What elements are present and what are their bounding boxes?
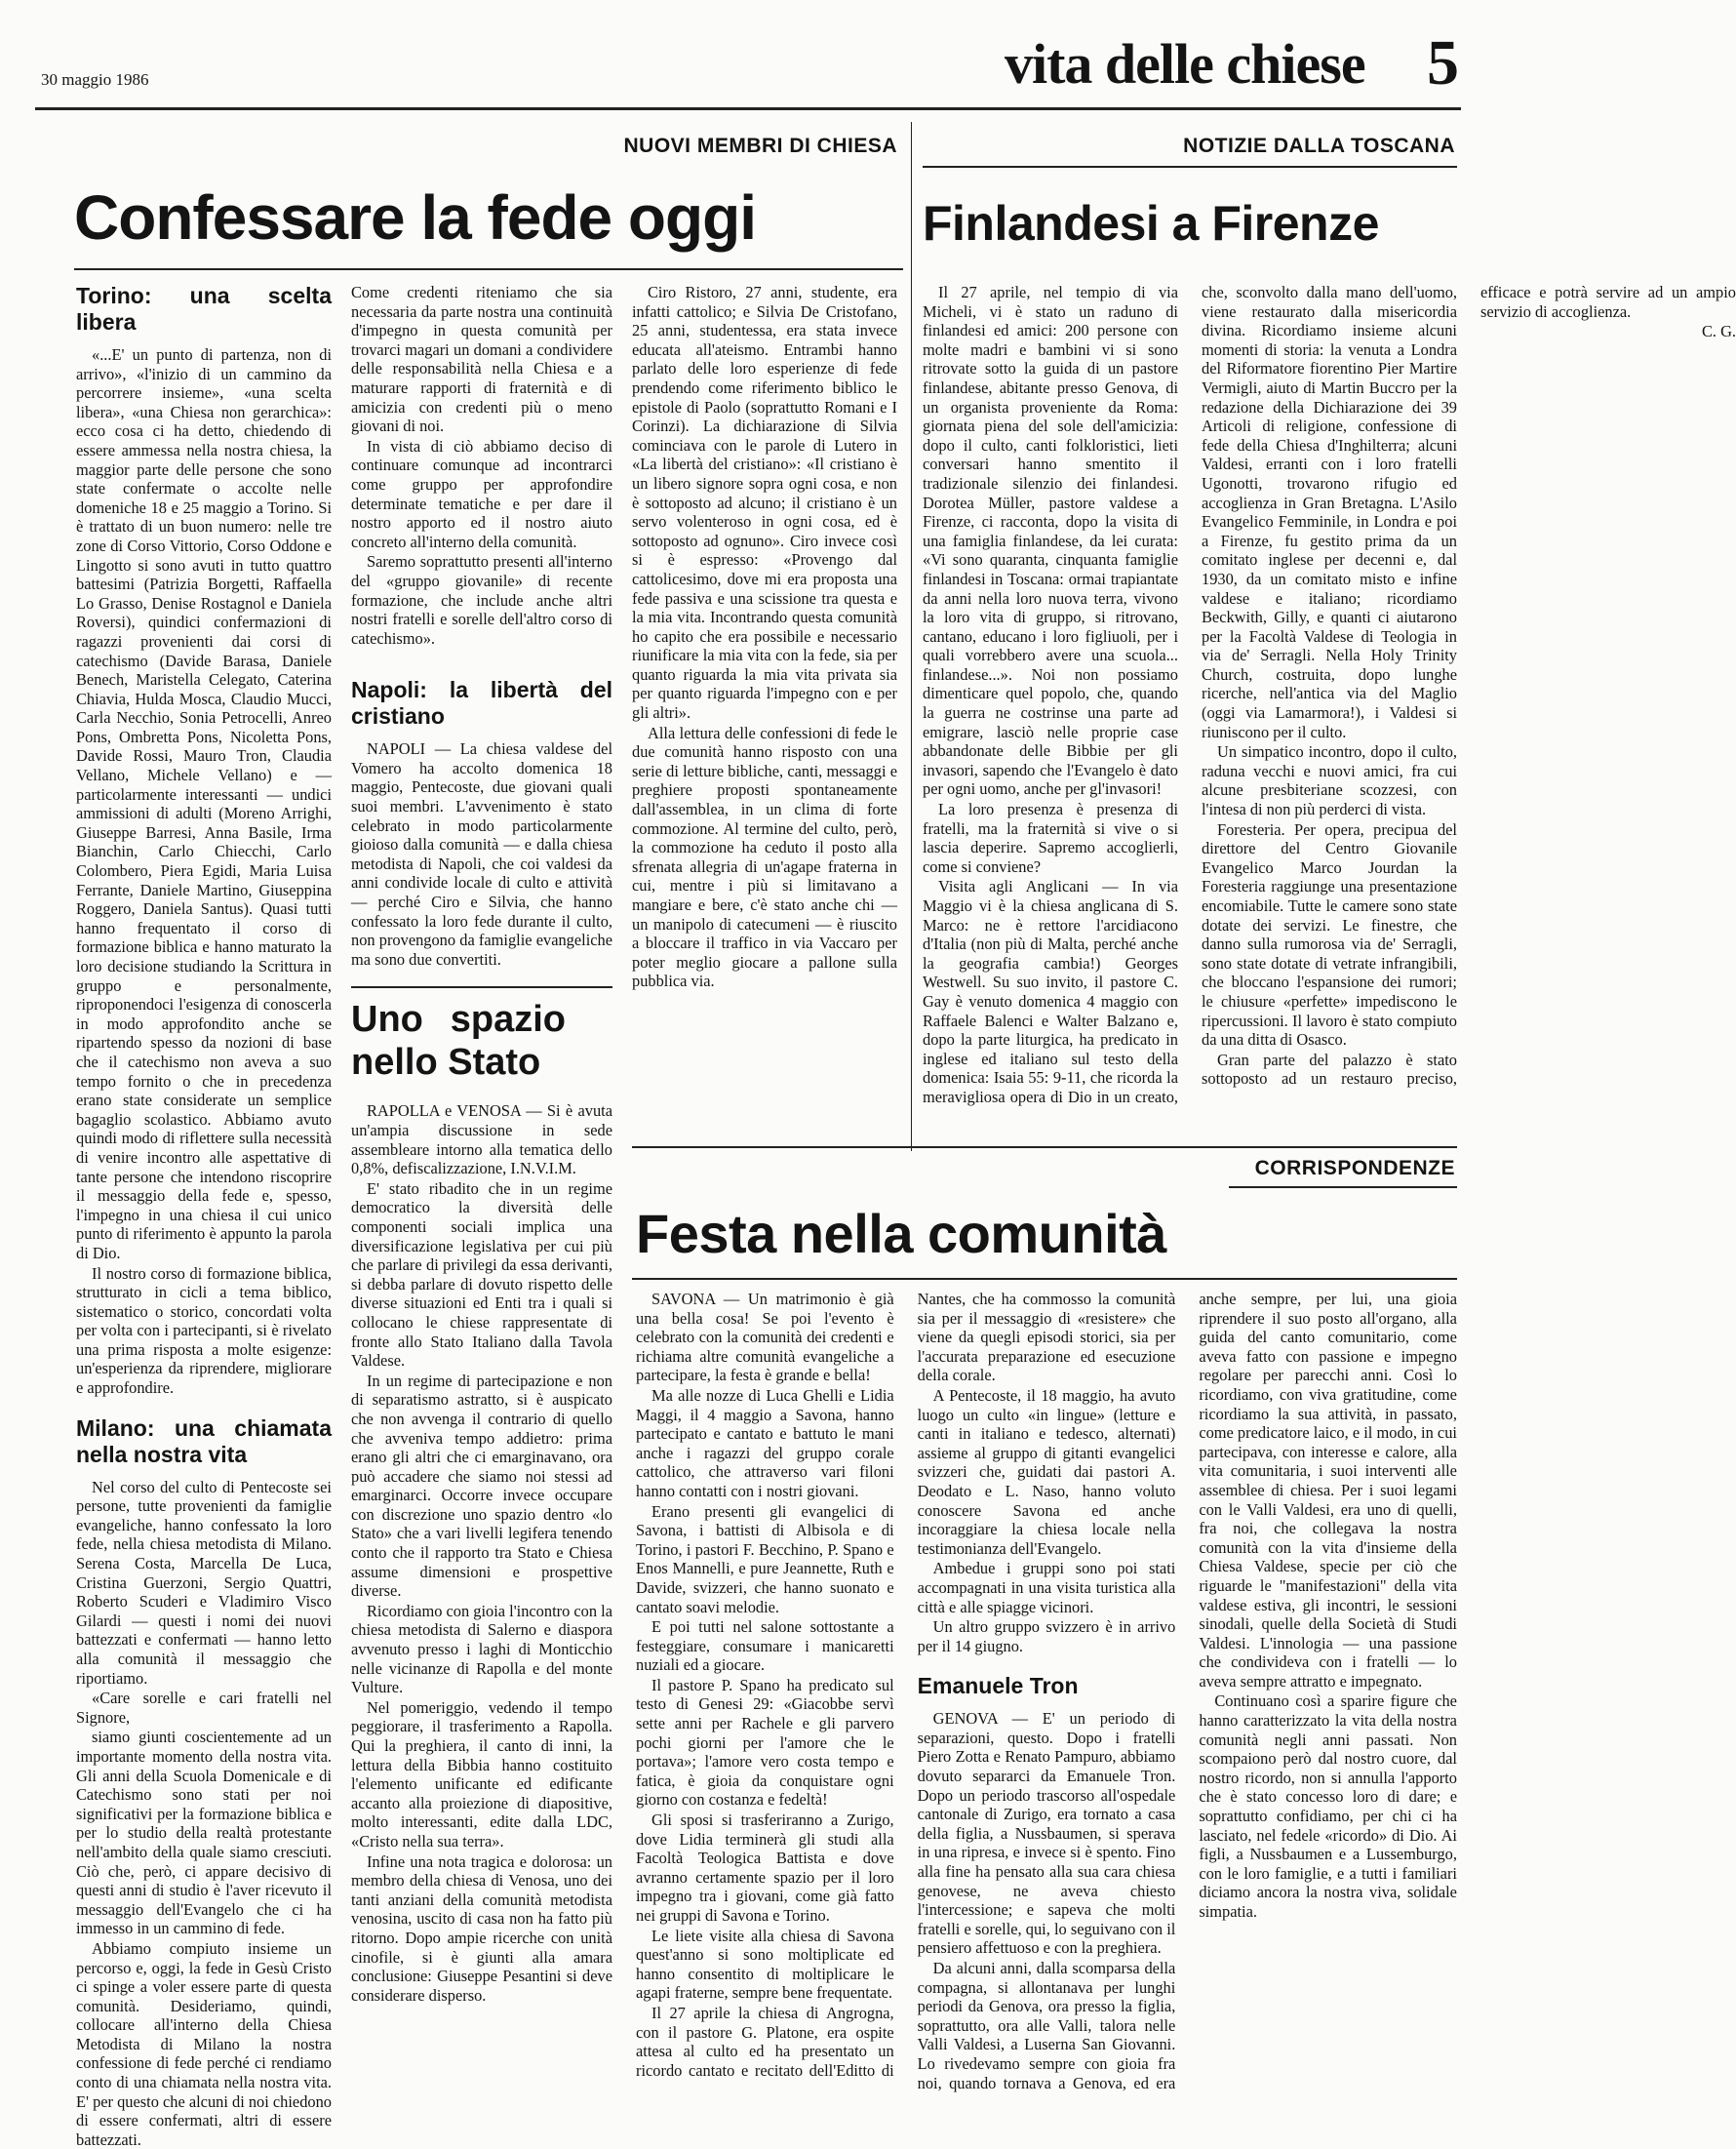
stato-rule <box>351 986 612 988</box>
tron-subhead: Emanuele Tron <box>917 1673 1079 1699</box>
stato-paragraph: RAPOLLA e VENOSA — Si è avuta un'ampia discussione in sede assembleare intorno alla tematica dello 0,8%, defiscalizzazione, I.N.V.I.M. <box>351 1101 612 1178</box>
milano-paragraph: Saremo soprattutto presenti all'interno del «gruppo giovanile» di recente formazione, che include anche altri nostri fratelli e sorelle dell'altro corso di catechismo». <box>351 552 612 648</box>
header-rule <box>35 107 1461 110</box>
festa-headline: Festa nella comunità <box>636 1203 1166 1264</box>
festa-paragraph: A Pentecoste, il 18 maggio, ha avuto luogo un culto «in lingue» (letture e canti in italiano e tedesco, alternati) assieme al gruppo di gitanti evangelici svizzeri che, guidati dai pastori A. Deodato e L. Naso, hanno voluto conoscere Savona ed anche incoraggiare la chiesa locale nella testimonianza dell'Evangelo. <box>917 1385 1176 1558</box>
milano-paragraph: Nel corso del culto di Pentecoste sei persone, tutte provenienti da famiglie evangeliche, hanno confessato la loro fede, nella chiesa metodista di Milano. Serena Costa, Marcella De Luca, Cristina Guerzoni, Sergio Quattri, Roberto Scuderi e Vladimiro Visco Gilardi — questi i nomi dei nuovi battezzati e confermati — hanno letto alla comunità il messaggio che riportiamo. <box>76 1477 332 1688</box>
stato-paragraph: Infine una nota tragica e dolorosa: un membro della chiesa di Venosa, uno dei tanti anziani della comunità metodista venosina, uscito di casa non ha fatto più ritorno. Dopo ampie ricerche con unità cinofile, si è giunti alla amara conclusione: Giuseppe Pesantini si deve considerare disperso. <box>351 1851 612 2005</box>
tron-paragraph: GENOVA — E' un periodo di separazioni, questo. Dopo i fratelli Piero Zotta e Renato Pampuro, abbiamo dovuto separarci da Emanuele Tron. Dopo un periodo trascorso all'ospedale cantonale di Zurigo, era tornato a casa della figlia, a Nussbaumen, si sperava in una ripresa, e invece si è spento. Fino alla fine ha pensato alla sua cara chiesa genovese, ne aveva chiesto l'intercessione; e sapeva che molti fratelli e sorelle, qui, lo seguivano con il pensiero affettuoso e con la preghiera. <box>917 1709 1176 1958</box>
right-kicker-rule <box>923 166 1457 168</box>
festa-top-rule <box>632 1146 1457 1148</box>
festa-paragraph: Il 27 aprile la chiesa di Angrogna, con il pastore G. Platone, era ospite attesa al culto ed ha presentato un ricordo cantato e recitato dell'Editto di Nantes, che ha commosso la comunità sia per il messaggio di «resistere» che viene da quegli episodi storici, sia per l'accurata preparazione ed esecuzione della corale. <box>636 1290 1176 2080</box>
column-divider <box>911 122 912 1151</box>
right-paragraph: Visita agli Anglicani — In via Maggio vi è la chiesa anglicana di S. Marco: ne è rettore l'arcidiacono d'Italia (non più di Malta, perché anche la geografia cambia!) Georges Westwell. Su suo invito, il pastore C. Gay è venuto domenica 4 maggio con Raffaele Balenci e Walter Balzano e, dopo la parte liturgica, ha predicato in inglese ed italiano sul testo della domenica: Isaia 55: 9-11, che ricorda la meravigliosa opera di Dio in un creato, che, sconvolto dalla mano dell'uomo, viene restaurato dalla misericordia divina. Ricordiamo insieme alcuni momenti di storia: la venuta a Londra del Riformatore fiorentino Pier Martire Vermigli, aiuto di Martin Buccro per la redazione della Dichiarazione dei 39 Articoli di religione, confessione di fede della Chiesa d'Inghilterra; alcuni Valdesi, erranti con i loro fratelli Ugonotti, trovarono rifugio ed accoglienza in Gran Bretagna. L'Asilo Evangelico Femminile, in Londra e poi a Firenze, fu gestito prima da un comitato inglese per decenni e, dal 1930, da un comitato misto e infine valdese e italiano; ricordiamo Beckwith, Gilly, e quanti ci aiutarono per la Facoltà Valdese di Teologia in via de' Serragli. Nella Holy Trinity Church, costruita, dopo lunghe ricerche, nell'antica via del Maglio (oggi via Lamarmora!), i Valdesi si riuniscono per il culto. <box>923 283 1457 1106</box>
right-paragraph: Il 27 aprile, nel tempio di via Micheli, vi è stato un raduno di finlandesi ed amici: 200 persone con molte madri e bambini vi si sono ritrovate sotto la guida di un pastore finlandese, abitante presso Genova, di un organista proveniente da Roma: giornata piena del sole dell'amicizia: dopo il culto, canti folkloristici, lieti conversari hanno smentito il tradizionale silenzio dei finlandesi. Dorotea Müller, pastore valdese a Firenze, ci racconta, dopo la visita di una famiglia finlandese, da lei curata: «Vi sono quaranta, cinquanta famiglie finlandesi in Toscana: ormai trapiantate da anni nella loro nuova terra, vivono la loro vita di gruppo, si ritrovano, cantano, educano i loro figliuoli, per i quali vorrebbero avere una scuola... finlandese...». Noi non possiamo dimenticare quel popolo, che, quando la guerra ne costrinse una parte ad emigrare, lasciò nelle proprie case abbandonate delle Bibbie per gli invasori, sapendo che l'Evangelo è dato per ogni uomo, anche per gl'invasori! <box>923 283 1178 799</box>
napoli-subhead: Napoli: la libertà del cristiano <box>351 677 612 730</box>
stato-paragraph: Ricordiamo con gioia l'incontro con la chiesa metodista di Salerno e diaspora avvenuto presso i laghi di Monticchio nelle vicinanze di Rapolla e del monte Vulture. <box>351 1601 612 1697</box>
festa-paragraph: Il pastore P. Spano ha predicato sul testo di Genesi 29: «Giacobbe servì sette anni per Rachele e gli parvero pochi giorni per l'amore che le portava»; l'amore vero costa tempo e fatica, è gioia da conquistare ogni giorno con costanza e fedeltà! <box>636 1675 894 1810</box>
milano-paragraph: siamo giunti coscientemente ad un importante momento della nostra vita. Gli anni della Scuola Domenicale e di Catechismo sono stati per noi significativi per la formazione biblica e per lo studio della realtà protestante nell'ambito della quale siamo cresciuti. Ciò che, però, ci appare decisivo di questi anni di studio è l'aver ricevuto il messaggio dell'Evangelo che ci ha immesso in un cammino di fede. <box>76 1728 332 1938</box>
milano-paragraph: «Care sorelle e cari fratelli nel Signore, <box>76 1689 332 1727</box>
right-kicker: NOTIZIE DALLA TOSCANA <box>1183 135 1455 157</box>
tron-paragraph: Continuano così a sparire figure che hanno caratterizzato la vita della nostra comunità negli anni passati. Non scompaiono però dal nostro cuore, dal nostro ricordo, non si annulla l'apporto che è stato concesso loro di dare; e soprattutto confidiamo, per chi ci ha lasciato, nel fedele «ricordo» di Dio. Ai figli, a Nussbaumen e a Lussemburgo, con le loro famiglie, e a tutti i familiari diciamo ancora la nostra viva, solidale simpatia. <box>1199 1691 1457 1921</box>
festa-paragraph: Gli sposi si trasferiranno a Zurigo, dove Lidia terminerà gli studi alla Facoltà Teologica Battista e dove avranno certamente spazio per il loro impegno tra i giovani, come già fatto nei gruppi di Savona e Torino. <box>636 1811 894 1925</box>
stato-paragraph: Nel pomeriggio, vedendo il tempo peggiorare, il trasferimento a Rapolla. Qui la preghiera, il canto di inni, la lettura della Bibbia hanno costituito l'elemento unificante ed edificante accanto alla proiezione di diapositive, molto interessanti, edite dalla LDC, «Cristo nella sua terra». <box>351 1697 612 1851</box>
festa-paragraph: E poi tutti nel salone sottostante a festeggiare, consumare i manicaretti nuziali ed a giocare. <box>636 1617 894 1675</box>
right-paragraph: La loro presenza è presenza di fratelli, ma la fraternità si vive o si lascia deperire. Sapremo accoglierli, come si conviene? <box>923 800 1178 876</box>
napoli-paragraph: Ciro Ristoro, 27 anni, studente, era infatti cattolico; e Silvia De Cristofano, 25 anni, studentessa, era stata invece educata all'ateismo. Entrambi hanno parlato delle loro esperienze di fede prendendo come riferimento biblico le epistole di Paolo (soprattutto Romani e I Corinzi). La dichiarazione di Silvia cominciava con le parole di Lutero in «La libertà del cristiano»: «Il cristiano è un libero signore sopra ogni cosa, e non è sottoposto ad alcuno; il cristiano è un servo volenteroso in ogni cosa, ed è sottoposto ad ognuno». Ciro invece così si è espresso: «Provengo dal cattolicesimo, dove mi era proposta una fede passiva e una scissione tra questa e la mia vita. Incontrando questa comunità ho capito che era possibile e necessario riunificare la mia vita con la fede, sia per quanto riguarda la mia vita privata sia per quanto riguarda l'impegno con e per gli altri». <box>632 283 897 723</box>
milano-paragraph: In vista di ciò abbiamo deciso di continuare comunque ad incontrarci come gruppo per approfondire determinate tematiche e per dare il nostro apporto ed il nostro aiuto concreto all'interno della comunità. <box>351 436 612 551</box>
right-headline: Finlandesi a Firenze <box>923 196 1379 251</box>
right-paragraph: Un simpatico incontro, dopo il culto, raduna vecchi e nuovi amici, fra cui alcune presbiteriane scozzesi, con l'intesa di non più perderci di vista. <box>1202 742 1457 819</box>
festa-body <box>636 1290 1457 2097</box>
festa-headline-rule <box>632 1278 1457 1280</box>
festa-kicker: CORRISPONDENZE <box>1254 1157 1455 1179</box>
festa-paragraph: Ma alle nozze di Luca Ghelli e Lidia Maggi, il 4 maggio a Savona, hanno partecipato e cantato e battuto le mani anche i ragazzi del gruppo corale cattolico, che attraverso vari filoni hanno contatti con i nostri giovani. <box>636 1385 894 1500</box>
right-paragraph: Gran parte del palazzo è stato sottoposto ad un restauro preciso, efficace e potrà servire ad un ampio servizio di accoglienza. <box>1202 283 1736 1089</box>
left-headline-rule <box>74 268 903 270</box>
stato-headline: Uno spazio nello Stato <box>351 999 566 1084</box>
festa-paragraph: Ambedue i gruppi sono poi stati accompagnati in una visita turistica alla città e alle spiagge vicinori. <box>917 1559 1176 1616</box>
stato-paragraph: E' stato ribadito che in un regime democratico la diversità delle componenti sociali implica una diversificazione legislativa per cui più che parlare di privilegi da essa derivanti, si debba parlare di dovuto rispetto delle diverse situazioni ed Enti tra i quali si collocano le chiese rappresentate di fronte allo Stato Italiano dalla Tavola Valdese. <box>351 1178 612 1371</box>
section-title: vita delle chiese <box>1005 32 1365 96</box>
napoli-paragraph: Alla lettura delle confessioni di fede le due comunità hanno risposto con una serie di letture bibliche, canti, messaggi e preghiere proposti spontaneamente dall'assemblea, in un clima di forte commozione. Al termine del culto, però, la commozione ha ceduto il posto alla sfrenata allegria di un'agape fraterna in cui, mentre i più si limitavano a mangiare e bere, c'è stato anche chi — un manipolo di catecumeni — è riuscito a bloccare il traffico in via Vaccaro per poter meglio giocare a pallone sulla pubblica via. <box>632 723 897 991</box>
torino-paragraph: «...E' un punto di partenza, non di arrivo», «l'inizio di un cammino da percorrere insieme», «una scelta libera», «una Chiesa non gerarchica»: ecco cosa ci ha detto, chiedendo di essere ammessa nella nostra chiesa, la maggior parte delle persone che sono state confermate o accolte nelle domeniche 18 e 25 maggio a Torino. Si è trattato di un buon numero: nelle tre zone di Corso Vittorio, Corso Oddone e Lingotto si sono avuti in tutto quattro battesimi (Patrizia Borgetti, Raffaella Lo Grasso, Denise Rostagnol e Daniela Roversi), quindici confermazioni di ragazzi provenienti dai corsi di catechismo (Davide Barasa, Daniele Benech, Maristella Celegato, Caterina Chiavia, Hulda Mosca, Claudio Mucci, Carla Necchio, Sonia Petrocelli, Anreo Pons, Ombretta Pons, Nicoletta Pons, Davide Rossi, Mauro Tron, Claudia Vellano, Michele Vellano) e — particolarmente interessanti — undici ammissioni di adulti (Moreno Arrighi, Giuseppe Barresi, Anna Basile, Irma Bianchin, Carlo Chiecchi, Carlo Colombero, Piera Egidi, Maria Luisa Ferrante, Daniele Martino, Giuseppina Roggero, Daniela Santus). Quasi tutti hanno frequentato il corso di formazione biblica e hanno maturato la loro decisione studiando la Scrittura in gruppo e personalmente, riproponendoci l'esigenza di conoscerla in modo approfondito anche se ripartendo spesso da nozioni di base che il catechismo non aveva a suo tempo fornito o che in precedenza erano state considerate un semplice bagaglio scolastico. Abbiamo avuto quindi modo di riflettere sulla necessità di venire incontro alle aspettative di tante persone che intendono riscoprire il messaggio della fede e, spesso, l'impegno in una chiesa il cui unico punto di riferimento è appunto la parola di Dio. <box>76 345 332 1262</box>
column-3 <box>632 283 897 1141</box>
torino-subhead: Torino: una scelta libera <box>76 283 332 335</box>
napoli-paragraph: NAPOLI — La chiesa valdese del Vomero ha accolto domenica 18 maggio, Pentecoste, due giovani quali suoi membri. L'avvenimento è stato celebrato in modo particolarmente gioioso dalla comunità — e dalla chiesa metodista di Napoli, che coi valdesi da anni condivide locale di culto e attività — perché Ciro e Silvia, che hanno confessato la loro fede durante il culto, non provengono da famiglie evangeliche ma sono due convertiti. <box>351 739 612 969</box>
column-1 <box>76 281 332 2149</box>
milano-paragraph: Abbiamo compiuto insieme un percorso e, oggi, la fede in Gesù Cristo ci spinge a voler essere parte di questa comunità. Desideriamo, quindi, collocare all'interno della Chiesa Metodista di Milano la nostra confessione di fede perché ci rendiamo conto di una chiamata nella nostra vita. E' per questo che alcuni di noi chiedono di essere confermati, altri di essere battezzati. <box>76 1938 332 2149</box>
festa-kicker-rule <box>1229 1186 1457 1188</box>
column-2 <box>351 283 612 2097</box>
page-date: 30 maggio 1986 <box>41 70 149 89</box>
festa-paragraph: Le liete visite alla chiesa di Savona quest'anno si sono moltiplicate ed hanno consentito di moltiplicare le agapi fraterne, sempre bene frequentate. <box>636 1926 894 2003</box>
festa-paragraph: SAVONA — Un matrimonio è già una bella cosa! Se poi l'evento è celebrato con la comunità dei credenti e richiama altre comunità evangeliche a partecipare, la festa è grande e bella! <box>636 1290 894 1385</box>
right-signature: C. G. <box>1701 322 1736 341</box>
stato-paragraph: In un regime di partecipazione e non di separatismo astratto, si è auspicato che non avvenga il contrario di quello che avveniva tempo addietro: prima erano gli altri che ci emarginavano, ora può accadere che siamo noi stessi ad emarginarci. Occorre invece occupare con discrezione uno spazio dentro «lo Stato» che a vari livelli legifera tenendo conto che il rapporto tra Stato e Chiesa assume dimensioni e prospettive diverse. <box>351 1371 612 1601</box>
festa-paragraph: Un altro gruppo svizzero è in arrivo per il 14 giugno. <box>917 1617 1176 1655</box>
torino-paragraph: Il nostro corso di formazione biblica, strutturato in cicli a tema biblico, sistematico o storico, concordati volta per volta con i partecipanti, si è rivelato una prima risposta a molte esigenze: un'esperienza da riprendere, migliorare e approfondire. <box>76 1263 332 1398</box>
right-article-body <box>923 283 1736 1122</box>
left-headline: Confessare la fede oggi <box>74 182 756 253</box>
right-paragraph: Foresteria. Per opera, precipua del direttore del Centro Giovanile Evangelico Marco Jourdan la Foresteria raggiunge una presentazione encomiabile. Tutte le camere sono state dotate dei servizi. Le finestre, che danno sulla rumorosa via de' Serragli, sono state dotate di vetrate infrangibili, che bloccano l'espansione dei rumori; le chiusure «perfette» impediscono le ripercussioni. Il lavoro è stato compiuto da una ditta di Osasco. <box>1202 819 1457 1050</box>
page-number: 5 <box>1427 27 1459 99</box>
tron-paragraph: Da alcuni anni, dalla scomparsa della compagna, si allontanava per lunghi periodi da Genova, ora presso la figlia, soprattutto, ora alle Valli, talora nelle Valli Valdesi, a Luserna San Giovanni. Lo rivedevamo sempre con gioia fra noi, quando tornava a Genova, ed era anche sempre, per lui, una gioia riprendere il suo posto all'organo, alla guida del canto comunitario, come aveva fatto con passione e impegno regolare per parecchi anni. Così lo ricordiamo, con viva gratitudine, come ricordiamo la sua attività, in passato, come predicatore laico, e il modo, in cui partecipava, con interesse e calore, alla vita comunitaria, i suoi interventi alle assemblee di chiesa. Per i suoi legami con le Valli Valdesi, era uno di quelli, fra noi, che collegava la nostra comunità con la vita d'insieme della Chiesa Valdese, specie per ciò che riguarde le "manifestazioni" della vita valdese estiva, gli incontri, le sessioni sinodali, quelle della Società di Studi Valdesi. L'innologia — una passione che condivideva con i fratelli — lo aveva sempre attratto e impegnato. <box>917 1290 1457 2092</box>
left-kicker: NUOVI MEMBRI DI CHIESA <box>623 135 897 157</box>
milano-subhead: Milano: una chiamata nella nostra vita <box>76 1414 332 1467</box>
festa-paragraph: Erano presenti gli evangelici di Savona, i battisti di Albisola e di Torino, i pastori F. Becchino, P. Spano e Enos Mannelli, e pure Jeannette, Ruth e Davide, svizzeri, che hanno suonato e cantato soavi melodie. <box>636 1501 894 1616</box>
milano-paragraph: Come credenti riteniamo che sia necessaria da parte nostra una continuità d'impegno in questa comunità per trovarci magari un domani a condividere delle responsabilità nella Chiesa e a maturare rapporti di fraternità e di amicizia con credenti più o meno giovani di noi. <box>351 283 612 436</box>
